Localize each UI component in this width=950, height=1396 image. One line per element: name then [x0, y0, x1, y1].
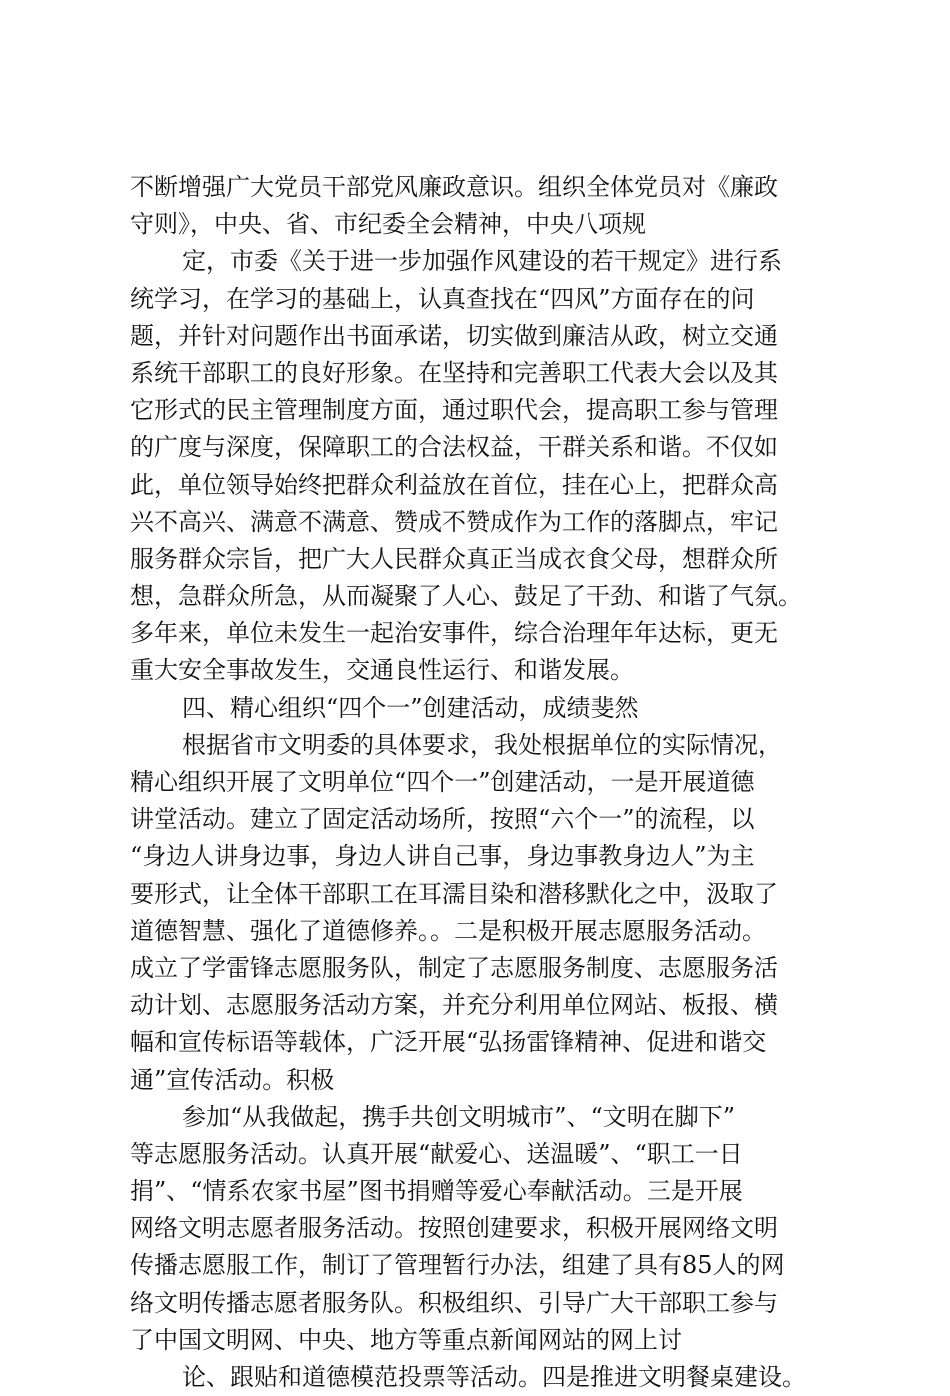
text-line: 成立了学雷锋志愿服务队，制定了志愿服务制度、志愿服务活	[130, 953, 778, 982]
text-line: 它形式的民主管理制度方面，通过职代会，提高职工参与管理	[130, 396, 778, 425]
text-line: 服务群众宗旨，把广大人民群众真正当成衣食父母，想群众所	[130, 544, 778, 573]
text-line: 守则》，中央、省、市纪委全会精神，中央八项规	[130, 210, 646, 239]
text-line: 兴不高兴、满意不满意、赞成不赞成作为工作的落脚点，牢记	[130, 507, 778, 536]
text-line: “身边人讲身边事，身边人讲自己事，身边事教身边人”为主	[130, 842, 755, 871]
text-line: 的广度与深度，保障职工的合法权益，干群关系和谐。不仅如	[130, 433, 778, 462]
text-line: 等志愿服务活动。认真开展“献爱心、送温暖”、“职工一日	[130, 1139, 743, 1168]
text-line: 通”宣传活动。积极	[130, 1065, 335, 1094]
text-line: 题，并针对问题作出书面承诺，切实做到廉洁从政，树立交通	[130, 321, 778, 350]
text-line: 络文明传播志愿者服务队。积极组织、引导广大干部职工参与	[130, 1288, 778, 1317]
text-line: 讲堂活动。建立了固定活动场所，按照“六个一”的流程，以	[130, 805, 755, 834]
text-line: 重大安全事故发生，交通良性运行、和谐发展。	[130, 656, 634, 685]
text-line: 网络文明志愿者服务活动。按照创建要求，积极开展网络文明	[130, 1214, 778, 1243]
text-line: 动计划、志愿服务活动方案，并充分利用单位网站、板报、横	[130, 991, 778, 1020]
document-body	[130, 169, 850, 1396]
text-line: 此，单位领导始终把群众利益放在首位，挂在心上，把群众高	[130, 470, 778, 499]
text-line: 想，急群众所急，从而凝聚了人心、鼓足了干劲、和谐了气氛。	[130, 582, 802, 611]
text-line: 道德智慧、强化了道德修养。。二是积极开展志愿服务活动。	[130, 916, 766, 945]
text-line: 系统干部职工的良好形象。在坚持和完善职工代表大会以及其	[130, 358, 778, 387]
text-line: 捐”、“情系农家书屋”图书捐赠等爱心奉献活动。三是开展	[130, 1177, 743, 1206]
text-line: 不断增强广大党员干部党风廉政意识。组织全体党员对《廉政	[130, 173, 778, 201]
text-line: 多年来，单位未发生一起治安事件，综合治理年年达标，更无	[130, 619, 778, 648]
text-line: 精心组织开展了文明单位“四个一”创建活动，一是开展道德	[130, 768, 755, 796]
text-line: 根据省市文明委的具体要求，我处根据单位的实际情况，	[182, 730, 782, 759]
text-line: 参加“从我做起，携手共创文明城市”、“文明在脚下”	[182, 1102, 736, 1131]
text-line: 了中国文明网、中央、地方等重点新闻网站的网上讨	[130, 1325, 682, 1354]
text-line: 传播志愿服工作，制订了管理暂行办法，组建了具有85人的网	[130, 1251, 785, 1280]
text-line: 定，市委《关于进一步加强作风建设的若干规定》进行系	[182, 247, 782, 276]
text-line: 幅和宣传标语等载体，广泛开展“弘扬雷锋精神、促进和谐交	[130, 1028, 767, 1057]
text-line: 要形式，让全体干部职工在耳濡目染和潜移默化之中，汲取了	[130, 879, 778, 908]
section-heading: 四、精心组织“四个一”创建活动，成绩斐然	[182, 693, 639, 722]
text-line: 统学习，在学习的基础上，认真查找在“四风”方面存在的问	[130, 284, 755, 313]
text-line: 论、跟贴和道德模范投票等活动。四是推进文明餐桌建设。	[182, 1363, 806, 1391]
